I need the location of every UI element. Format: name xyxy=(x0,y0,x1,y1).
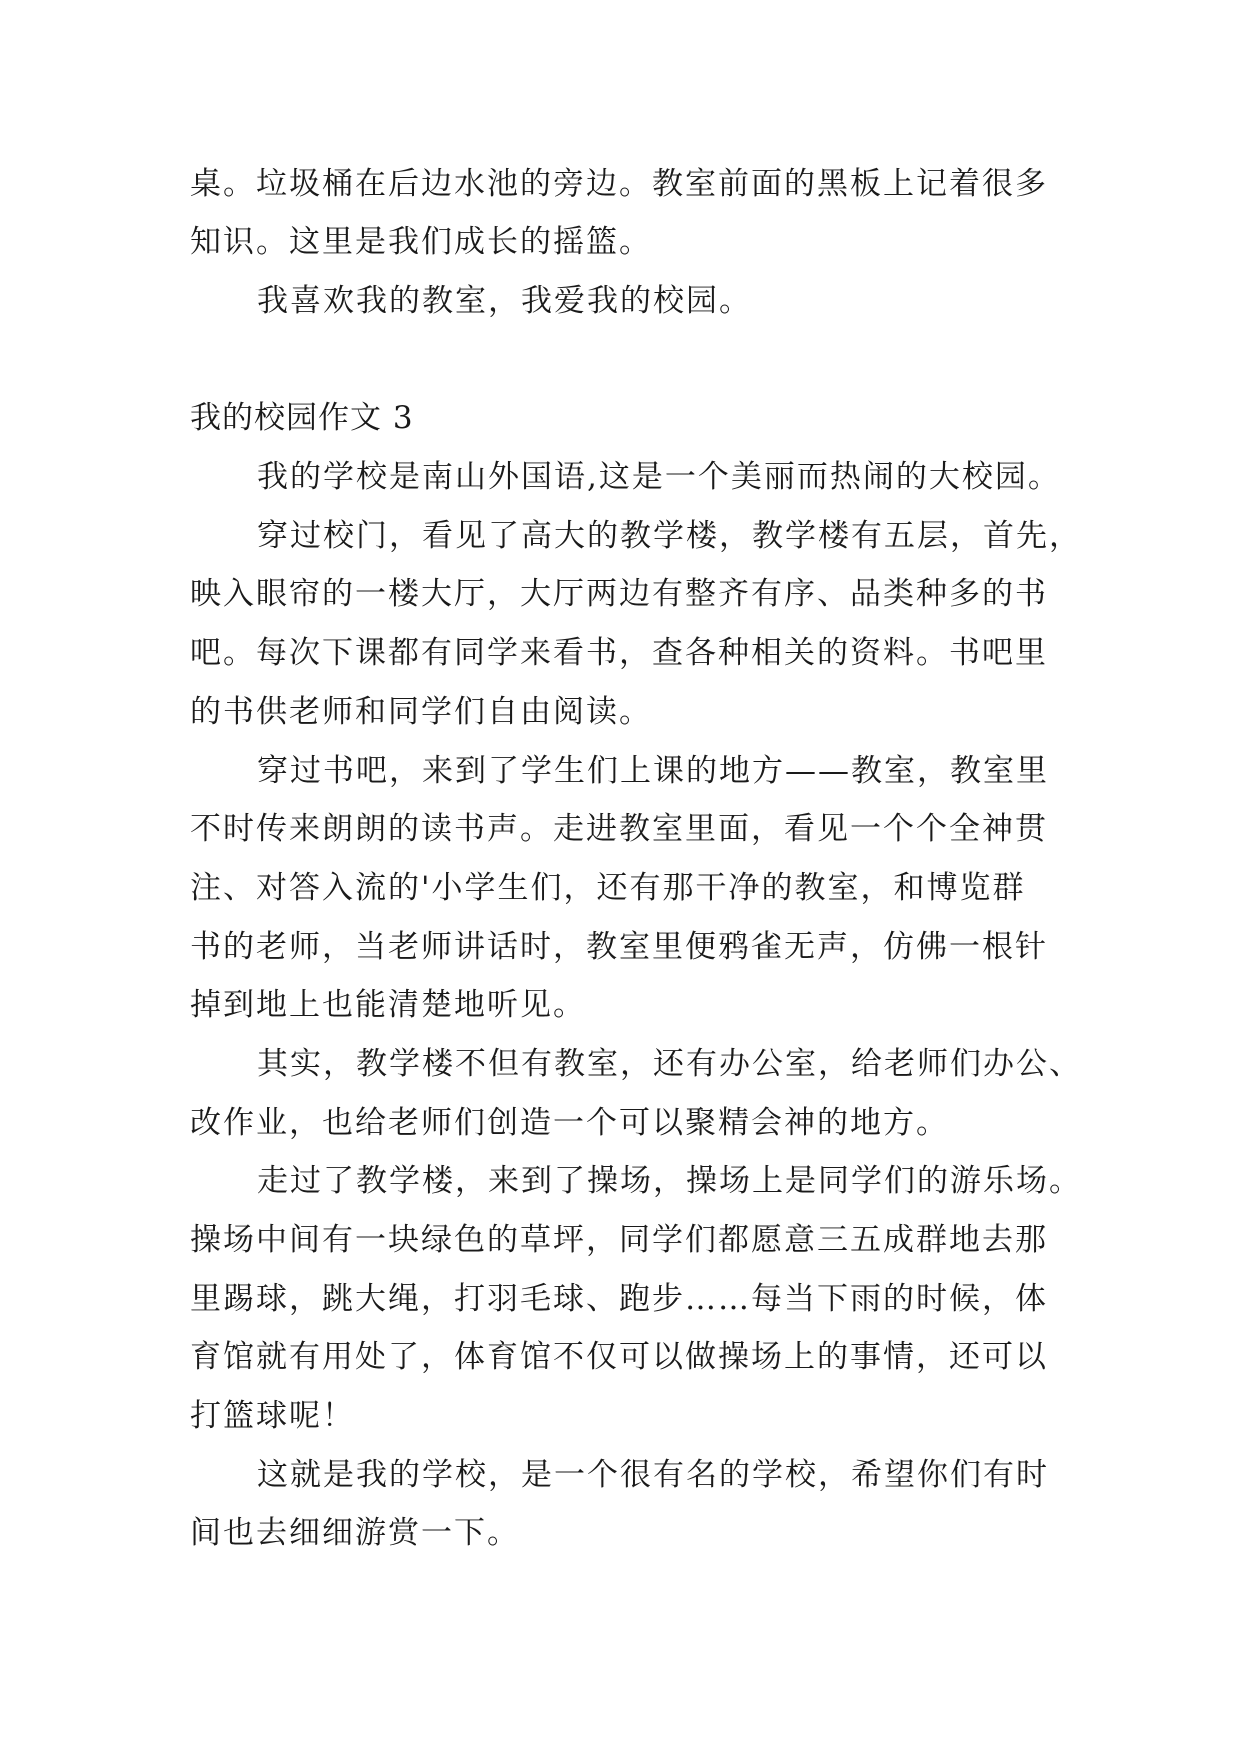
paragraph-line: 知识。这里是我们成长的摇篮。 xyxy=(190,224,652,260)
paragraph-line: 我的学校是南山外国语,这是一个美丽而热闹的大校园。 xyxy=(257,459,1061,495)
paragraph-line: 穿过校门，看见了高大的教学楼，教学楼有五层，首先， xyxy=(257,518,1082,554)
paragraph-line: 里踢球，跳大绳，打羽毛球、跑步……每当下雨的时候，体 xyxy=(190,1281,1048,1317)
paragraph-line: 育馆就有用处了，体育馆不仅可以做操场上的事情，还可以 xyxy=(190,1339,1048,1375)
paragraph-line: 吧。每次下课都有同学来看书，查各种相关的资料。书吧里 xyxy=(190,635,1048,671)
paragraph-line: 间也去细细游赏一下。 xyxy=(190,1515,520,1551)
paragraph-line: 穿过书吧，来到了学生们上课的地方——教室，教室里 xyxy=(257,753,1049,789)
paragraph-line: 桌。垃圾桶在后边水池的旁边。教室前面的黑板上记着很多 xyxy=(190,166,1048,202)
section-title: 我的校园作文 3 xyxy=(190,400,414,436)
paragraph-line: 其实，教学楼不但有教室，还有办公室，给老师们办公、 xyxy=(257,1046,1082,1082)
paragraph-line: 操场中间有一块绿色的草坪，同学们都愿意三五成群地去那 xyxy=(190,1222,1048,1258)
paragraph-line: 走过了教学楼，来到了操场，操场上是同学们的游乐场。 xyxy=(257,1163,1082,1199)
paragraph-line: 打篮球呢！ xyxy=(190,1398,355,1434)
paragraph-line: 不时传来朗朗的读书声。走进教室里面，看见一个个全神贯 xyxy=(190,811,1048,847)
paragraph-line: 的书供老师和同学们自由阅读。 xyxy=(190,694,652,730)
paragraph-line: 注、对答入流的'小学生们，还有那干净的教室，和博览群 xyxy=(190,870,1026,906)
paragraph-line: 书的老师，当老师讲话时，教室里便鸦雀无声，仿佛一根针 xyxy=(190,929,1048,965)
paragraph-line: 掉到地上也能清楚地听见。 xyxy=(190,987,586,1023)
paragraph-line: 我喜欢我的教室，我爱我的校园。 xyxy=(257,283,752,319)
paragraph-line: 这就是我的学校，是一个很有名的学校，希望你们有时 xyxy=(257,1457,1049,1493)
paragraph-line: 改作业，也给老师们创造一个可以聚精会神的地方。 xyxy=(190,1105,949,1141)
paragraph-line: 映入眼帘的一楼大厅，大厅两边有整齐有序、品类种多的书 xyxy=(190,576,1048,612)
